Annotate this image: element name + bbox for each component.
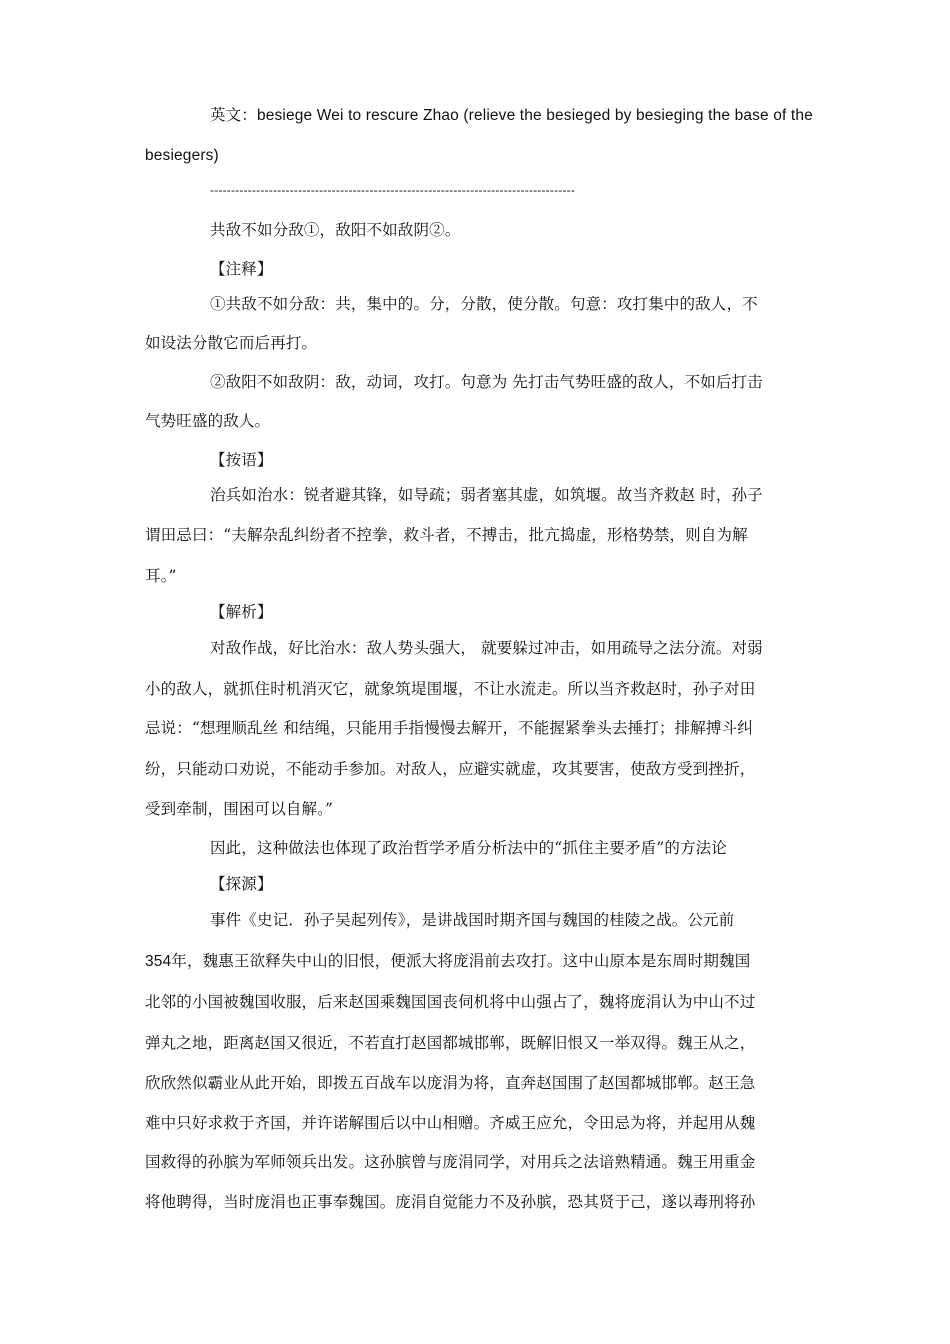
note-1-line-1: ①共敌不如分敌：共，集中的。分，分散，使分散。句意：攻打集中的敌人，不	[210, 295, 758, 313]
analysis-heading: 【解析】	[210, 603, 273, 621]
origin-line-4: 弹丸之地，距离赵国又很近，不若直打赵国都城邯郸，既解旧恨又一举双得。魏王从之，	[145, 1034, 756, 1052]
origin-line-1: 事件《史记．孙子吴起列传》，是讲战国时期齐国与魏国的桂陵之战。公元前	[210, 911, 735, 929]
commentary-line-2: 谓田忌曰：“夫解杂乱纠纷者不控拳，救斗者，不搏击，批亢捣虚，形格势禁，则自为解	[145, 526, 748, 544]
analysis-line-5: 受到牵制，围困可以自解。”	[145, 800, 334, 818]
origin-year: 354	[145, 953, 172, 970]
origin-line-3: 北邻的小国被魏国收服，后来赵国乘魏国国丧伺机将中山强占了，魏将庞涓认为中山不过	[145, 993, 756, 1011]
note-1-line-2: 如设法分散它而后再打。	[145, 334, 318, 352]
origin-line-2	[145, 951, 801, 972]
commentary-heading: 【按语】	[210, 451, 273, 469]
section-divider: ---------------------------------------------------------------------------------------	[210, 183, 576, 197]
origin-line-7: 国救得的孙膑为军师领兵出发。这孙膑曾与庞涓同学，对用兵之法谙熟精通。魏王用重金	[145, 1153, 756, 1171]
commentary-line-1: 治兵如治水：锐者避其锋，如导疏；弱者塞其虚，如筑堰。故当齐救赵 时，孙子	[210, 486, 763, 504]
note-2-line-2: 气势旺盛的敌人。	[145, 412, 271, 430]
english-translation-line-1: 英文：besiege Wei to rescure Zhao (relieve the besieged by besieging the base of the	[210, 107, 813, 124]
analysis-line-3: 忌说：“想理顺乱丝 和结绳，只能用手指慢慢去解开，不能握紧拳头去捶打；排解搏斗纠	[145, 719, 753, 737]
commentary-line-3: 耳。”	[145, 567, 177, 585]
analysis-line-1: 对敌作战，好比治水：敌人势头强大， 就要躲过冲击，如用疏导之法分流。对弱	[210, 639, 763, 657]
origin-heading: 【探源】	[210, 875, 273, 893]
origin-line-2-text: 年，魏惠王欲释失中山的旧恨，便派大将庞涓前去攻打。这中山原本是东周时期魏国	[171, 952, 751, 970]
analysis-line-2: 小的敌人，就抓住时机消灭它，就象筑堤围堰，不让水流走。所以当齐救赵时，孙子对田	[145, 680, 756, 698]
analysis-line-4: 纷，只能动口劝说，不能动手参加。对敌人，应避实就虚，攻其要害，使敌方受到挫折，	[145, 760, 756, 778]
note-2-line-1: ②敌阳不如敌阴：敌，动词，攻打。句意为 先打击气势旺盛的敌人，不如后打击	[210, 373, 763, 391]
english-translation-line-2: besiegers)	[145, 147, 219, 164]
origin-line-8: 将他聘得，当时庞涓也正事奉魏国。庞涓自觉能力不及孙膑，恐其贤于己，遂以毒刑将孙	[145, 1193, 756, 1211]
origin-line-5: 欣欣然似霸业从此开始，即拨五百战车以庞涓为将，直奔赵国围了赵国都城邯郸。赵王急	[145, 1074, 756, 1092]
notes-heading: 【注释】	[210, 260, 273, 278]
original-text: 共敌不如分敌①，敌阳不如敌阴②。	[210, 221, 461, 239]
origin-line-6: 难中只好求救于齐国，并许诺解围后以中山相赠。齐威王应允，令田忌为将，并起用从魏	[145, 1114, 756, 1132]
analysis-line-6: 因此，这种做法也体现了政治哲学矛盾分析法中的“抓住主要矛盾”的方法论	[210, 839, 727, 857]
